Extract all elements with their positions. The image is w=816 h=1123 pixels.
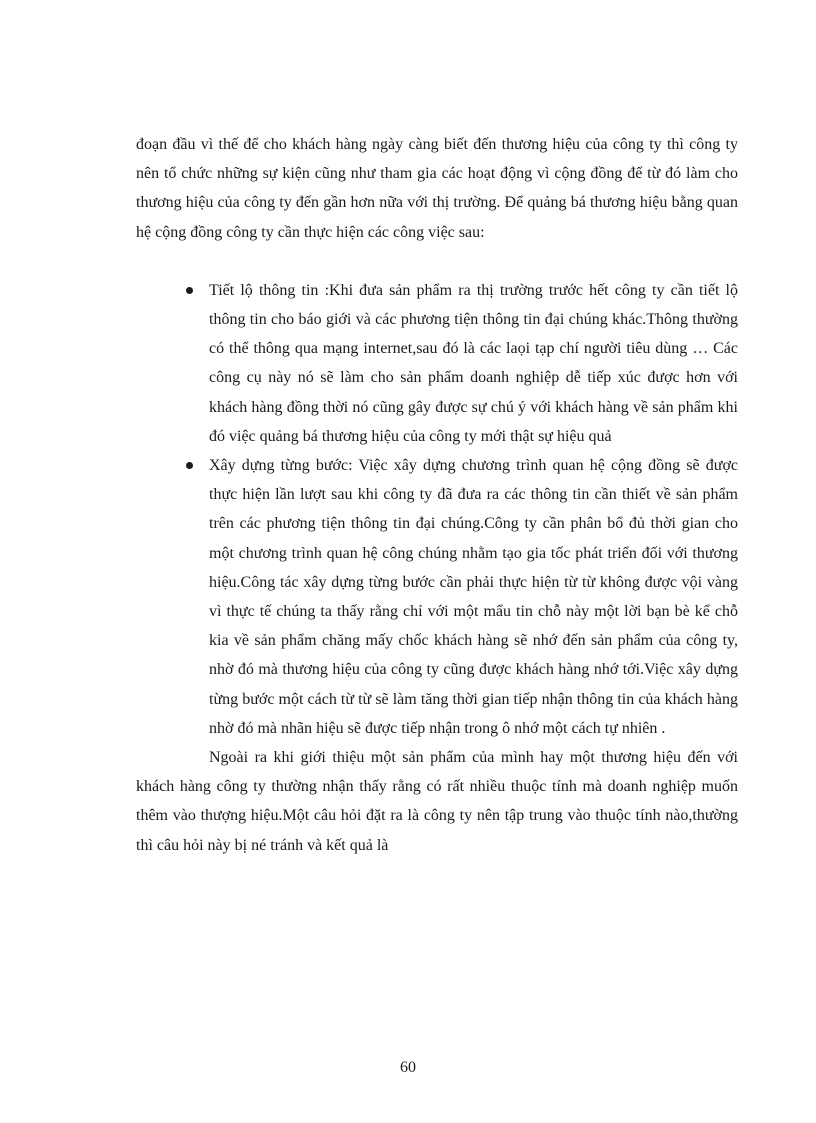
bullet-text: Xây dựng từng bước: Việc xây dựng chương trình quan hệ cộng đồng sẽ được thực hiện lần lượt sau khi công ty đã đưa ra các thông tin cần thiết về sản phẩm trên các phương tiện thông tin đại chúng.Công ty cần phân bổ đủ thời gian cho một chương trình quan hệ công chúng nhằm tạo gia tốc phát triển đối với thương hiệu.Công tác xây dựng từng bước cần phải thực hiện từ từ không được vội vàng vì thực tế chúng ta thấy rằng chỉ với một mẩu tin chỗ này một lời bạn bè kể chỗ kia về sản phẩm chăng mấy chốc khách hàng sẽ nhớ đến sản phẩm của công ty, nhờ đó mà thương hiệu của công ty cũng được khách hàng nhớ tới.Việc xây dựng từng bước một cách từ từ sẽ làm tăng thời gian tiếp nhận thông tin của khách hàng nhờ đó mà nhãn hiệu sẽ được tiếp nhận trong ô nhớ một cách tự nhiên . (209, 457, 738, 737)
intro-paragraph: đoạn đầu vì thế để cho khách hàng ngày càng biết đến thương hiệu của công ty thì công ty nên tổ chức những sự kiện cũng như tham gia các hoạt động vì cộng đồng để từ đó làm cho thương hiệu của công ty đến gần hơn nữa với thị trường. Để quảng bá thương hiệu bằng quan hệ cộng đồng công ty cần thực hiện các công việc sau: (136, 136, 738, 241)
bullet-item-disclose-information (209, 276, 738, 451)
document-body (136, 130, 738, 860)
closing-paragraph: Ngoài ra khi giới thiệu một sản phẩm của mình hay một thương hiệu đến với khách hàng công ty thường nhận thấy rằng có rất nhiều thuộc tính mà doanh nghiệp muốn thêm vào thượng hiệu.Một câu hỏi đặt ra là công ty nên tập trung vào thuộc tính nào,thường thì câu hỏi này bị né tránh và kết quả là (136, 749, 738, 854)
bullet-item-step-by-step (209, 451, 738, 743)
bullet-icon (186, 287, 193, 294)
bullet-text: Tiết lộ thông tin :Khi đưa sản phẩm ra thị trường trước hết công ty cần tiết lộ thông tin cho báo giới và các phương tiện thông tin đại chúng khác.Thông thường có thể thông qua mạng internet,sau đó là các laọi tạp chí người tiêu dùng … Các công cụ này nó sẽ làm cho sản phẩm doanh nghiệp dễ tiếp xúc được hơn với khách hàng đồng thời nó cũng gây được sự chú ý với khách hàng về sản phẩm khi đó việc quảng bá thương hiệu của công ty mới thật sự hiệu quả (209, 281, 738, 445)
bullet-list (209, 276, 738, 743)
page-number: 60 (400, 1059, 416, 1076)
bullet-icon (186, 462, 193, 469)
